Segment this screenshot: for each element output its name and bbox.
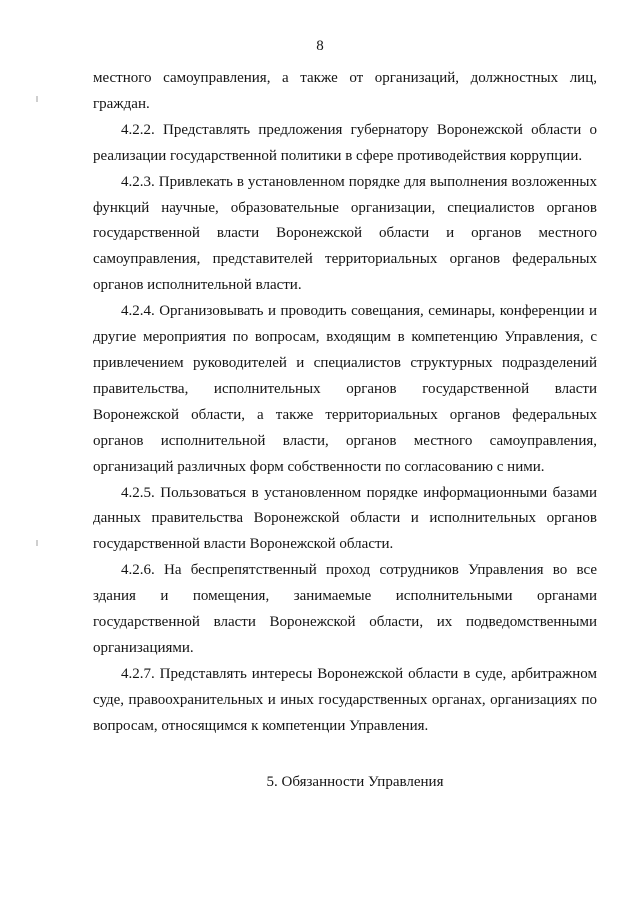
- document-body: [93, 66, 597, 740]
- paragraph-4-2-5: 4.2.5. Пользоваться в установленном порядке информационными базами данных правительства Воронежской области и исполнительных органов государственной власти Воронежской области.: [93, 484, 597, 553]
- paragraph-4-2-2: 4.2.2. Представлять предложения губернатору Воронежской области о реализации государственной политики в сфере противодействия коррупции.: [93, 121, 597, 164]
- paragraph-4-2-7: 4.2.7. Представлять интересы Воронежской области в суде, арбитражном суде, правоохранительных и иных государственных органах, организациях по вопросам, относящимся к компетенции Управления.: [93, 665, 597, 734]
- page-number: 8: [316, 38, 324, 54]
- paragraph-4-2-3: 4.2.3. Привлекать в установленном порядке для выполнения возложенных функций научные, образовательные организации, специалистов органов государственной власти Воронежской области и органов местного самоуправления, представителей территориальных органов федеральных органов исполнительной власти.: [93, 173, 597, 294]
- paragraph-continuation: местного самоуправления, а также от организаций, должностных лиц, граждан.: [93, 70, 597, 112]
- scan-margin-mark: [36, 96, 38, 102]
- paragraph-4-2-6: 4.2.6. На беспрепятственный проход сотрудников Управления во все здания и помещения, занимаемые исполнительными органами государственной власти Воронежской области, их подведомственными организациями.: [93, 562, 597, 656]
- paragraph-4-2-4: 4.2.4. Организовывать и проводить совещания, семинары, конференции и другие мероприятия по вопросам, входящим в компетенцию Управления, с привлечением руководителей и специалистов структурных подразделений правительства, исполнительных органов государственной власти Воронежской области, а также территориальных органов федеральных органов исполнительной власти, органов местного самоуправления, организаций различных форм собственности по согласованию с ними.: [93, 303, 597, 475]
- section-heading: 5. Обязанности Управления: [266, 774, 444, 790]
- scan-margin-mark: [36, 540, 38, 546]
